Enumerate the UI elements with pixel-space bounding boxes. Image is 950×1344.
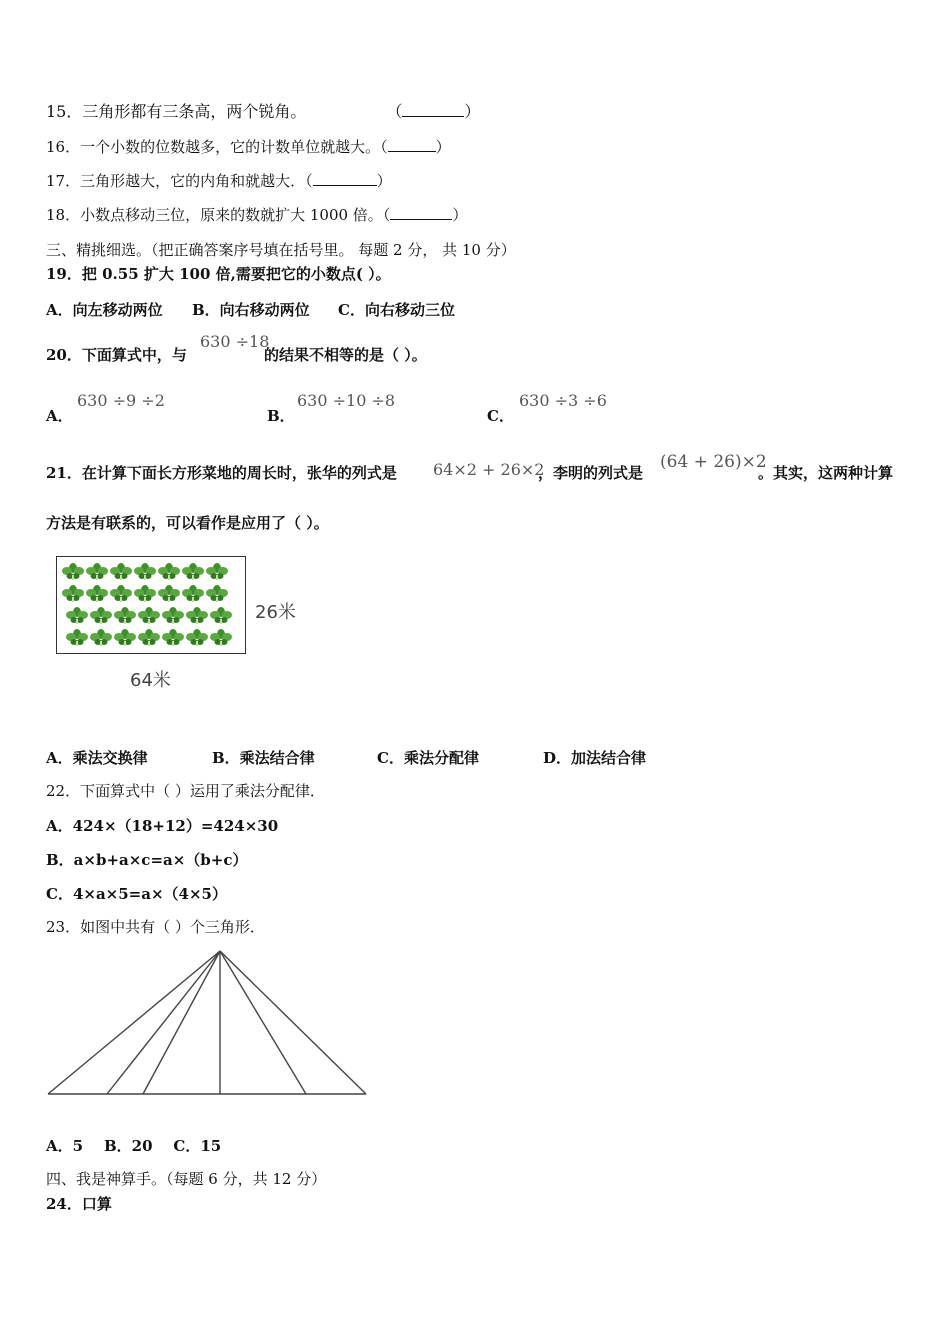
q21-option-b[interactable]: B．乘法结合律 [212, 749, 315, 767]
q15-text: 三角形都有三条高，两个锐角。 [82, 102, 307, 121]
question-15: 15．三角形都有三条高，两个锐角。 （ ） [46, 102, 481, 121]
vegetable-row-3 [66, 607, 232, 624]
q18-text: 小数点移动三位，原来的数就扩大 1000 倍。 [80, 206, 383, 224]
q21-expr-zhanghua: 64×2 + 26×2 [433, 460, 545, 479]
q21-option-d[interactable]: D．加法结合律 [543, 749, 647, 767]
q20-stem-after: 的结果不相等的是（ ）。 [264, 346, 427, 364]
q17-answer-blank[interactable] [313, 171, 377, 186]
q21-option-c[interactable]: C．乘法分配律 [377, 749, 479, 767]
q20-option-b-expr: 630 ÷10 ÷8 [297, 391, 396, 410]
q20-option-c-label[interactable]: C． [487, 407, 514, 425]
q19-stem: 19．把 0.55 扩大 100 倍,需要把它的小数点( ）。 [46, 265, 391, 283]
q16-answer-blank[interactable] [388, 137, 436, 152]
q15-number: 15． [46, 102, 83, 121]
q18-answer-blank[interactable] [390, 205, 452, 220]
length-label: 64米 [130, 670, 171, 691]
question-18: 18．小数点移动三位，原来的数就扩大 1000 倍。（ ） [46, 206, 468, 224]
question-16: 16．一个小数的位数越多，它的计数单位就越大。（ ） [46, 138, 451, 156]
q20-stem [46, 345, 187, 365]
q21-option-a[interactable]: A．乘法交换律 [46, 749, 148, 767]
q22-stem: 22．下面算式中（ ）运用了乘法分配律． [46, 782, 325, 800]
q18-number: 18． [46, 206, 81, 224]
q17-text: 三角形越大，它的内角和就越大． [80, 172, 306, 190]
question-17: 17．三角形越大，它的内角和就越大．（ ） [46, 172, 392, 190]
q16-number: 16． [46, 138, 81, 156]
vegetable-row-2 [62, 585, 228, 602]
q20-option-a-label[interactable]: A． [46, 407, 73, 425]
width-label: 26米 [255, 602, 296, 623]
q17-number: 17． [46, 172, 81, 190]
section-3-title: 三、精挑细选。（把正确答案序号填在括号里。 每题 2 分， 共 10 分） [46, 241, 516, 259]
vegetable-field-figure [56, 556, 246, 654]
q23-stem: 23．如图中共有（ ）个三角形． [46, 918, 265, 936]
q20-option-a-expr: 630 ÷9 ÷2 [77, 391, 165, 410]
q19-option-b[interactable]: B．向右移动两位 [192, 301, 310, 319]
q22-option-a[interactable]: A．424×（18+12）=424×30 [46, 817, 279, 835]
vegetable-row-4 [66, 629, 232, 646]
q20-expression: 630 ÷18 [200, 332, 270, 351]
q23-options[interactable]: A．5 B．20 C．15 [46, 1137, 222, 1155]
q20-option-c-expr: 630 ÷3 ÷6 [519, 391, 607, 410]
q20-option-b-label[interactable]: B． [267, 407, 295, 425]
q15-answer-blank[interactable] [402, 102, 464, 117]
q22-option-c[interactable]: C．4×a×5=a×（4×5） [46, 885, 227, 903]
q20-stem-before: 20．下面算式中，与 [46, 346, 187, 364]
vegetable-rows [57, 557, 244, 652]
q21-stem-part1: 21．在计算下面长方形菜地的周长时，张华的列式是 [46, 464, 397, 482]
q24-stem: 24．口算 [46, 1195, 112, 1213]
triangle-figure [44, 948, 374, 1100]
q16-text: 一个小数的位数越多，它的计数单位就越大。 [80, 138, 381, 156]
q19-option-c[interactable]: C．向右移动三位 [338, 301, 455, 319]
vegetable-row-1 [62, 563, 228, 580]
q19-option-a[interactable]: A．向左移动两位 [46, 301, 163, 319]
q21-expr-liming: (64 + 26)×2 [660, 452, 767, 472]
q21-stem-line2: 方法是有联系的，可以看作是应用了（ ）。 [46, 514, 329, 532]
q21-stem-part2: ，李明的列式是 [538, 464, 644, 482]
q21-stem-part3: 。其实，这两种计算 [758, 464, 894, 482]
q22-option-b[interactable]: B．a×b+a×c=a×（b+c） [46, 851, 248, 869]
section-4-title: 四、我是神算手。（每题 6 分，共 12 分） [46, 1170, 327, 1188]
